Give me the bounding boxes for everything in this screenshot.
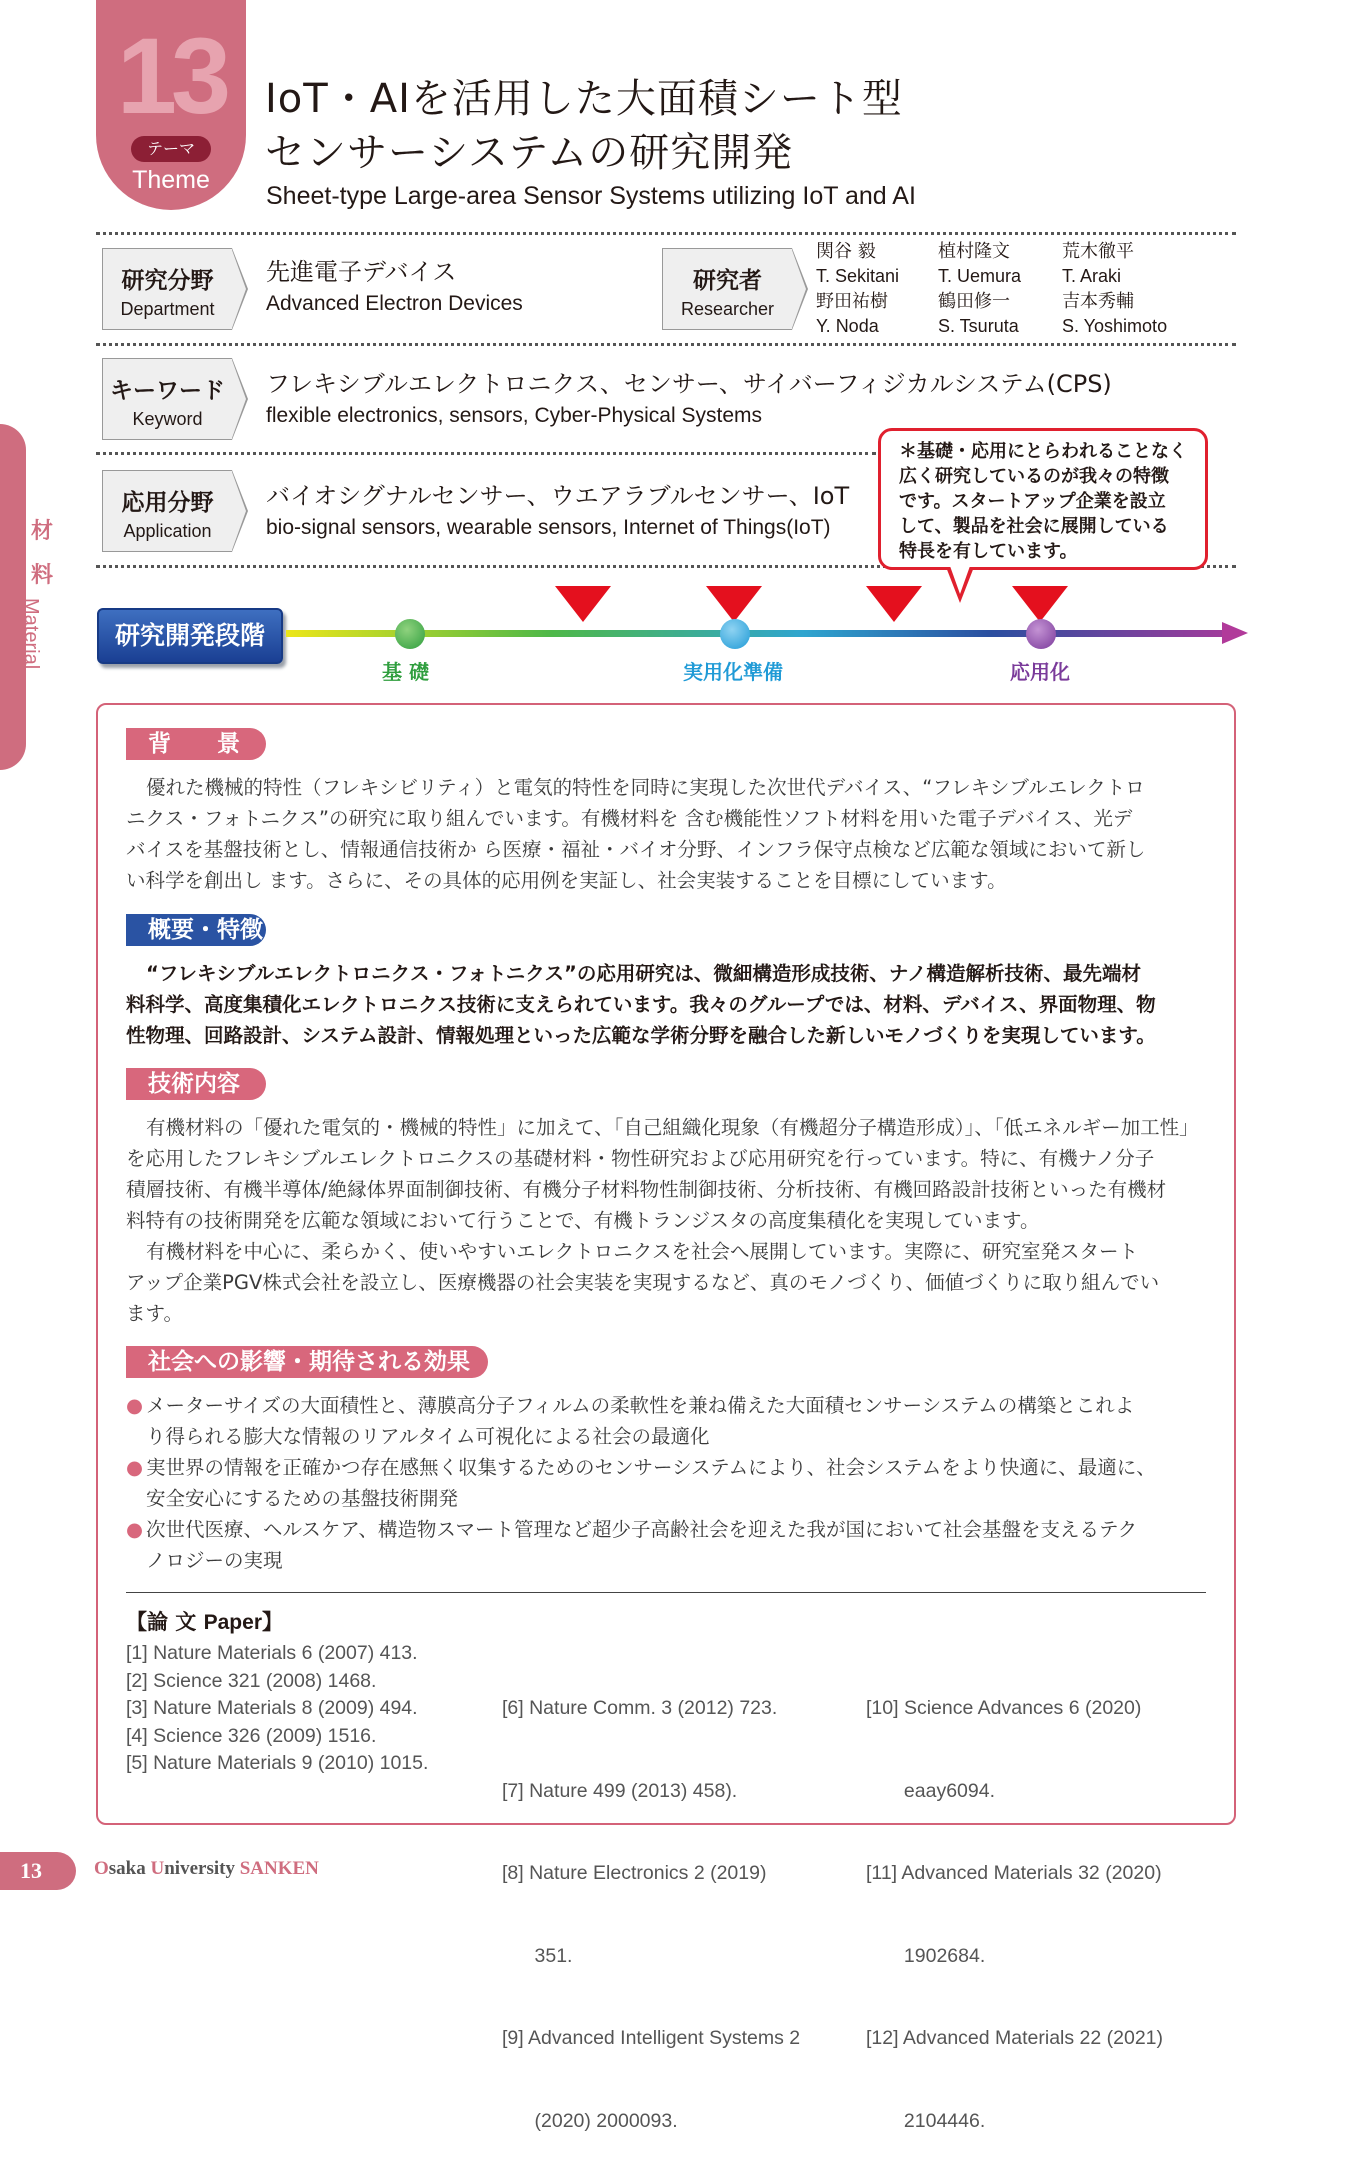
text-line: メーターサイズの大面積性と、薄膜高分子フィルムの柔軟性を兼ね備えた大面積センサーシステムの構築とこれよ <box>146 1394 1135 1417</box>
text-line: 次世代医療、ヘルスケア、構造物スマート管理など超少子高齢社会を迎えた我が国において社会基盤を支えるテク <box>146 1518 1138 1541</box>
department-value <box>266 256 523 320</box>
callout-tail-inner <box>950 566 970 594</box>
keyword-value <box>266 368 1112 432</box>
title-line-2: センサーシステムの研究開発 <box>265 130 794 176</box>
paper-ref: [8] Nature Electronics 2 (2019) <box>502 1862 767 1884</box>
keyword-value-en: flexible electronics, sensors, Cyber-Physical Systems <box>266 404 763 427</box>
text-line: ノロジーの実現 <box>146 1549 283 1572</box>
stage-label: 研究開発段階 <box>97 608 283 664</box>
side-char: 材 <box>30 519 53 544</box>
text-line: 料特有の技術開発を広範な領域において行うことで、有機トランジスタの高度集積化を実現しています。 <box>126 1209 1040 1232</box>
paper-ref: [6] Nature Comm. 3 (2012) 723. <box>502 1697 778 1719</box>
feature-callout <box>878 428 1208 570</box>
text-line: バイスを基盤技術とし、情報通信技術か ら医療・福祉・バイオ分野、インフラ保守点検など広範な領域において新し <box>126 838 1146 861</box>
side-tab <box>0 424 26 770</box>
application-value-jp: バイオシグナルセンサー、ウエアラブルセンサー、IoT <box>266 482 850 510</box>
researcher-name-en: T. Uemura <box>938 266 1022 286</box>
section-heading-background: 背 景 <box>126 728 266 760</box>
theme-word: Theme <box>132 166 210 194</box>
section-heading-overview: 概要・特徴 <box>126 914 266 946</box>
researcher-name-jp: 植村隆文 <box>938 241 1010 262</box>
researcher-name-en: S. Yoshimoto <box>1062 316 1168 336</box>
divider <box>96 343 1236 346</box>
section-heading-impact: 社会への影響・期待される効果 <box>126 1346 488 1378</box>
callout-line: 特長を有しています。 <box>899 541 1078 562</box>
application-label-en: Application <box>123 521 212 541</box>
divider <box>96 232 1236 235</box>
bullet-dot-icon: ● <box>126 1518 144 1541</box>
text-line: アップ企業PGV株式会社を設立し、医療機器の社会実装を実現するなど、真のモノづくり、価値づくりに取り組んでい <box>126 1271 1160 1294</box>
paper-ref: [12] Advanced Materials 22 (2021) <box>866 2027 1164 2049</box>
stage-marker <box>706 586 762 622</box>
researcher-name-en: S. Tsuruta <box>938 316 1019 336</box>
paper-ref: [9] Advanced Intelligent Systems 2 <box>502 2027 801 2049</box>
application-value <box>266 480 849 544</box>
researcher-4 <box>816 290 888 338</box>
researcher-name-jp: 鶴田修一 <box>938 291 1010 312</box>
paper-ref: (2020) 2000093. <box>502 2109 678 2132</box>
stage-arrowhead <box>1222 622 1248 644</box>
technology-text <box>126 1112 1206 1329</box>
stage-name-basic: 基 礎 <box>382 660 429 684</box>
footer-org <box>94 1858 319 1880</box>
researcher-3 <box>1062 240 1134 288</box>
paper-ref: [7] Nature 499 (2013) 458). <box>502 1779 738 1802</box>
section-heading-technology: 技術内容 <box>126 1068 266 1100</box>
text-line: ニクス・フォトニクス”の研究に取り組んでいます。有機材料を 含む機能性ソフト材料を用いた電子デバイス、光デ <box>126 807 1133 830</box>
side-label-jp <box>30 510 54 598</box>
callout-line: して、製品を社会に展開している <box>899 516 1169 537</box>
researcher-name-en: Y. Noda <box>816 316 879 336</box>
page-title <box>265 72 903 180</box>
application-value-en: bio-signal sensors, wearable sensors, Internet of Things(IoT) <box>266 516 831 539</box>
side-label-en <box>20 598 54 698</box>
text-line: い科学を創出し ます。さらに、その具体的応用例を実証し、社会実装することを目標にしています。 <box>126 869 1007 892</box>
footer-word: niversity <box>164 1858 240 1879</box>
researcher-name-jp: 吉本秀輔 <box>1062 291 1134 312</box>
divider <box>96 452 876 455</box>
papers-column-3 <box>866 1640 1163 2163</box>
researcher-5 <box>938 290 1019 338</box>
researcher-name-jp: 関谷 毅 <box>816 241 876 262</box>
researcher-tag <box>662 248 792 330</box>
researcher-1 <box>816 240 899 288</box>
paper-ref: 351. <box>502 1944 573 1967</box>
stage-track <box>286 630 1226 637</box>
bullet-dot-icon: ● <box>126 1394 144 1417</box>
side-label-en-text: Material <box>20 598 42 670</box>
researcher-2 <box>938 240 1021 288</box>
keyword-value-jp: フレキシブルエレクトロニクス、センサー、サイバーフィジカルシステム(CPS) <box>266 370 1112 398</box>
text-line: 有機材料を中心に、柔らかく、使いやすいエレクトロニクスを社会へ展開しています。実際に、研究室発スタート <box>146 1240 1138 1263</box>
researcher-name-en: T. Araki <box>1062 266 1122 286</box>
paper-ref: 2104446. <box>866 2109 986 2132</box>
text-line: “フレキシブルエレクトロニクス・フォトニクス”の応用研究は、微細構造形成技術、ナノ構造解析技術、最先端材 <box>146 962 1141 985</box>
paper-ref: [2] Science 321 (2008) 1468. <box>126 1669 377 1692</box>
paper-ref: [11] Advanced Materials 32 (2020) <box>866 1862 1162 1884</box>
researcher-6 <box>1062 290 1167 338</box>
paper-ref: [4] Science 326 (2009) 1516. <box>126 1724 377 1747</box>
researcher-name-jp: 野田祐樹 <box>816 291 888 312</box>
keyword-label-jp: キーワード <box>110 378 225 404</box>
impact-bullet <box>126 1390 1206 1452</box>
callout-line: です。スタートアップ企業を設立 <box>899 491 1166 512</box>
papers-heading-en: Paper】 <box>203 1611 283 1634</box>
callout-line: ＊基礎・応用にとらわれることなく <box>899 441 1187 462</box>
paper-ref: [10] Science Advances 6 (2020) <box>866 1697 1142 1719</box>
text-line: を応用したフレキシブルエレクトロニクスの基礎材料・物性研究および応用研究を行っています。特に、有機ナノ分子 <box>126 1147 1155 1170</box>
stage-dot-basic <box>395 619 425 649</box>
impact-bullet <box>126 1514 1206 1576</box>
department-value-en: Advanced Electron Devices <box>266 292 523 315</box>
paper-ref: [1] Nature Materials 6 (2007) 413. <box>126 1642 418 1664</box>
text-line: ます。 <box>126 1302 183 1325</box>
paper-ref: [5] Nature Materials 9 (2010) 1015. <box>126 1752 429 1774</box>
researcher-name-jp: 荒木徹平 <box>1062 241 1134 262</box>
footer-word: saka <box>108 1858 151 1879</box>
impact-bullet <box>126 1452 1206 1514</box>
theme-pill: テーマ <box>131 136 211 162</box>
application-tag <box>102 470 232 552</box>
title-english: Sheet-type Large-area Sensor Systems utilizing IoT and AI <box>266 182 916 210</box>
footer-initial: U <box>150 1858 165 1879</box>
application-label-jp: 応用分野 <box>121 490 214 516</box>
theme-number: 13 <box>116 15 226 136</box>
footer-word: SANKEN <box>239 1858 319 1879</box>
stage-marker <box>866 586 922 622</box>
divider <box>126 1592 1206 1593</box>
text-line: り得られる膨大な情報のリアルタイム可視化による社会の最適化 <box>146 1425 710 1448</box>
theme-tab <box>96 0 246 210</box>
stage-marker <box>555 586 611 622</box>
researcher-name-en: T. Sekitani <box>816 266 900 286</box>
overview-text <box>126 958 1206 1051</box>
stage-marker <box>1012 586 1068 622</box>
papers-heading <box>126 1606 283 1636</box>
text-line: 性物理、回路設計、システム設計、情報処理といった広範な学術分野を融合した新しいモノづくりを実現しています。 <box>126 1024 1156 1047</box>
department-label-jp: 研究分野 <box>121 268 214 294</box>
bullet-dot-icon: ● <box>126 1456 144 1479</box>
text-line: 料科学、高度集積化エレクトロニクス技術に支えられています。我々のグループでは、材料、デバイス、界面物理、物 <box>126 993 1156 1016</box>
papers-column-2 <box>502 1640 800 2163</box>
page-number: 13 <box>0 1852 76 1890</box>
stage-dot-applied <box>1026 619 1056 649</box>
stage-dot-practical <box>720 619 750 649</box>
callout-line: 広く研究しているのが我々の特徴 <box>899 466 1169 487</box>
paper-ref: eaay6094. <box>866 1779 996 1802</box>
department-value-jp: 先進電子デバイス <box>266 258 457 286</box>
papers-heading-jp: 【論 文 <box>126 1610 197 1634</box>
paper-ref: 1902684. <box>866 1944 986 1967</box>
department-tag <box>102 248 232 330</box>
text-line: 安全安心にするための基盤技術開発 <box>146 1487 459 1510</box>
department-label-en: Department <box>120 299 215 319</box>
text-line: 優れた機械的特性（フレキシビリティ）と電気的特性を同時に実現した次世代デバイス、“フレキシブルエレクトロ <box>146 776 1145 799</box>
stage-name-applied: 応用化 <box>1010 660 1070 684</box>
footer-initial: O <box>94 1858 109 1879</box>
title-line-1: IoT・AIを活用した大面積シート型 <box>265 76 903 122</box>
stage-name-practical: 実用化準備 <box>683 660 783 684</box>
text-line: 有機材料の「優れた電気的・機械的特性」に加えて、「自己組織化現象（有機超分子構造形成）」、「低エネルギー加工性」 <box>146 1116 1199 1139</box>
text-line: 積層技術、有機半導体/絶縁体界面制御技術、有機分子材料物性制御技術、分析技術、有機回路設計技術といった有機材 <box>126 1178 1167 1201</box>
papers-column-1 <box>126 1640 428 1778</box>
side-char: 料 <box>30 563 53 588</box>
paper-ref: [3] Nature Materials 8 (2009) 494. <box>126 1697 418 1719</box>
keyword-tag <box>102 358 232 440</box>
keyword-label-en: Keyword <box>132 409 203 429</box>
text-line: 実世界の情報を正確かつ存在感無く収集するためのセンサーシステムにより、社会システムをより快適に、最適に、 <box>146 1456 1156 1479</box>
background-text <box>126 772 1206 896</box>
researcher-label-jp: 研究者 <box>693 268 762 294</box>
researcher-label-en: Researcher <box>680 299 775 319</box>
